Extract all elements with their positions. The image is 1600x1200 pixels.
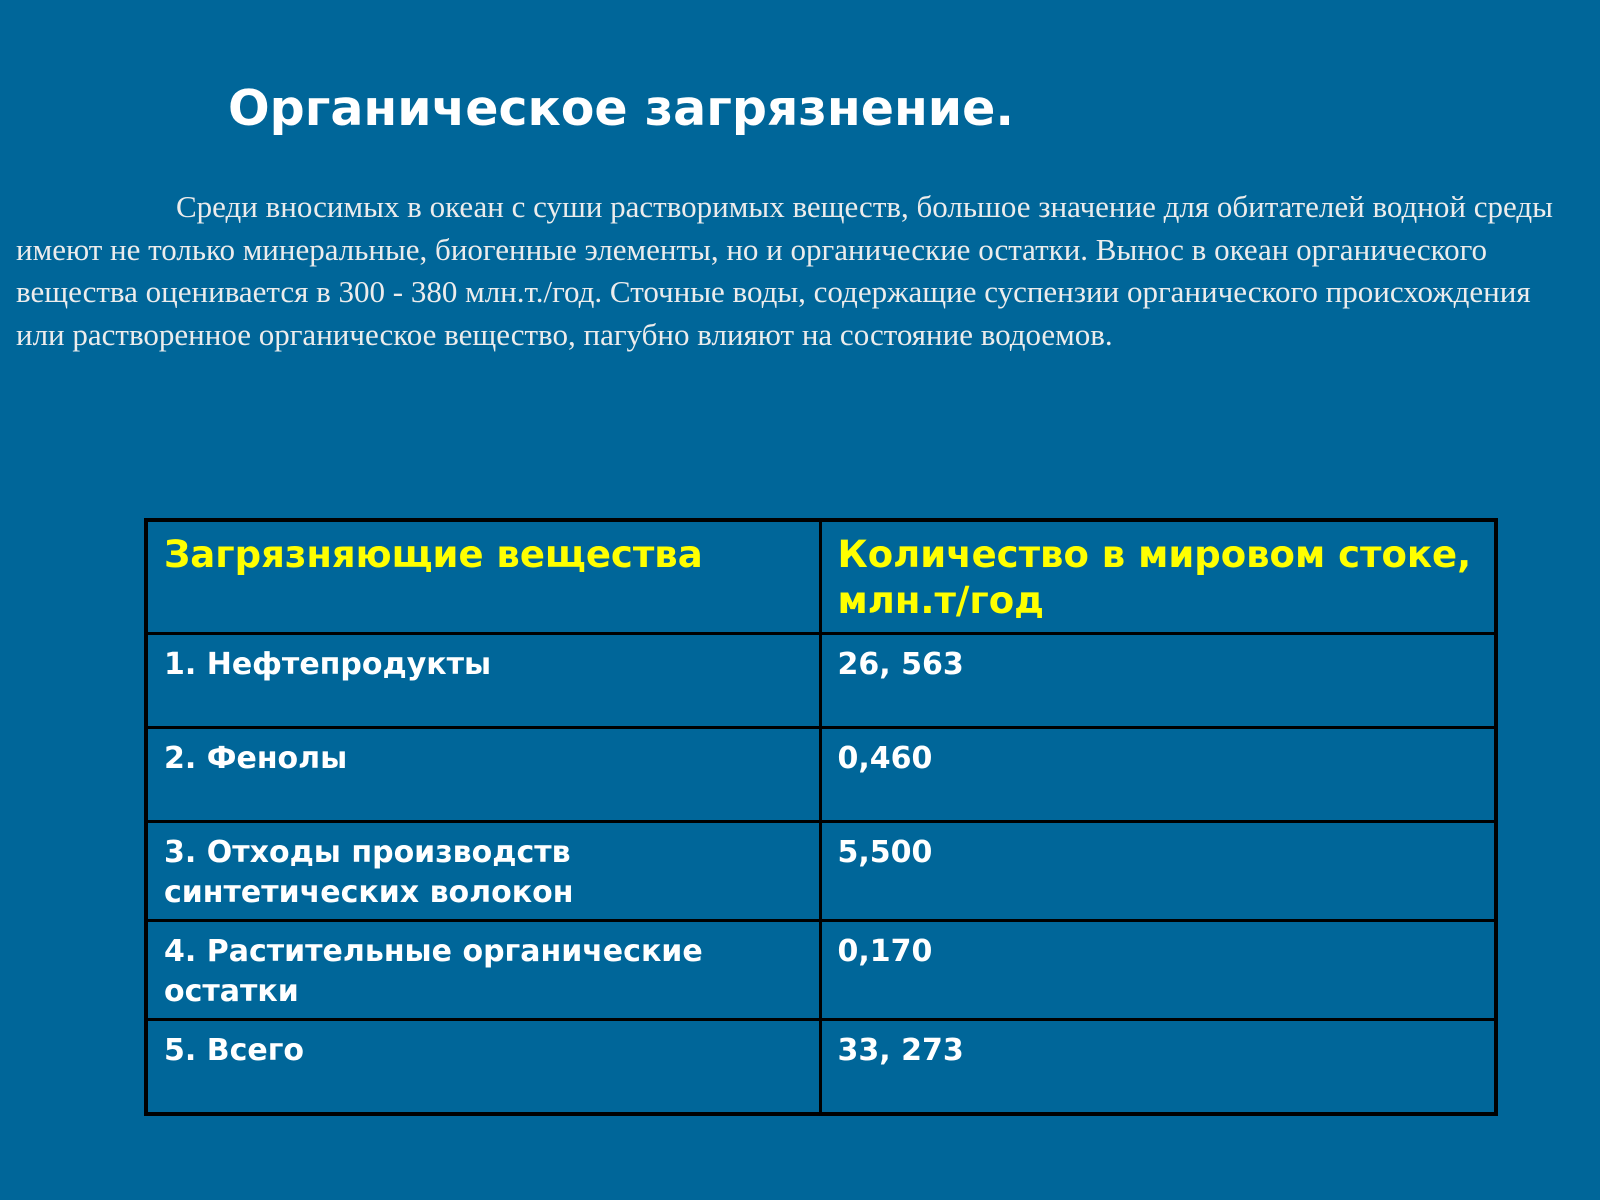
table-header-row [146,520,1496,634]
substance-cell: 3. Отходы производств синтетических волокон [146,822,820,921]
table-row [146,921,1496,1020]
amount-cell: 33, 273 [820,1020,1496,1115]
slide-title: Органическое загрязнение. [228,80,1014,137]
header-substances: Загрязняющие вещества [146,520,820,634]
substance-cell: 1. Нефтепродукты [146,634,820,728]
pollutants-table [144,518,1498,1116]
amount-cell: 26, 563 [820,634,1496,728]
amount-cell: 0,170 [820,921,1496,1020]
amount-cell: 5,500 [820,822,1496,921]
substance-cell: 5. Всего [146,1020,820,1115]
header-amount: Количество в мировом стоке, млн.т/год [820,520,1496,634]
table-row [146,634,1496,728]
table-row [146,822,1496,921]
amount-cell: 0,460 [820,728,1496,822]
substance-cell: 2. Фенолы [146,728,820,822]
intro-paragraph: Среди вносимых в океан с суши растворимых веществ, большое значение для обитателей водной среды имеют не только минеральные, биогенные элементы, но и органические остатки. Вынос в океан органического вещества оценивается в 300 - 380 млн.т./год. Сточные воды, содержащие суспензии органического происхождения или растворенное органическое вещество, пагубно влияют на состояние водоемов. [16,189,1553,352]
substance-cell: 4. Растительные органические остатки [146,921,820,1020]
table-row [146,1020,1496,1115]
table-row [146,728,1496,822]
